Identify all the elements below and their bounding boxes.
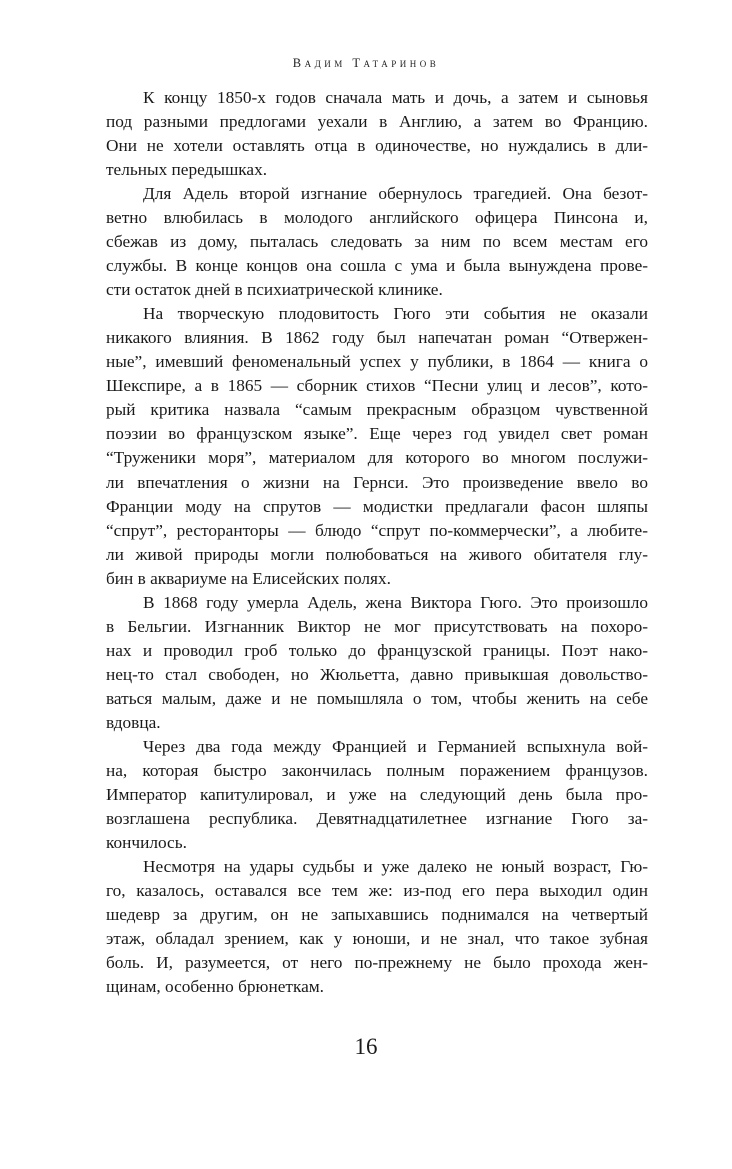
paragraph-4-line-1: В 1868 году умерла Адель, жена Виктора Гюго. Это произошло [143, 592, 648, 612]
paragraph-2-line-1: Для Адель второй изгнание обернулось трагедией. Она безот- [143, 184, 648, 204]
paragraph-3-line-10: “спрут”, ресторанторы — блюдо “спрут по-коммерчески”, а любите- [106, 520, 648, 540]
paragraph-3-line-4: Шекспире, а в 1865 — сборник стихов “Песни улиц и лесов”, кото- [106, 376, 648, 396]
paragraph-4-line-4: нец-то стал свободен, но Жюльетта, давно привыкшая довольство- [106, 664, 648, 684]
paragraph-6-line-4: этаж, обладал зрением, как у юноши, и не знал, что такое зубная [106, 929, 648, 949]
paragraph-1-line-2: под разными предлогами уехали в Англию, а затем во Францию. [106, 112, 648, 132]
paragraph-4-line-2: в Бельгии. Изгнанник Виктор не мог присутствовать на похоро- [106, 616, 648, 636]
paragraph-2-line-2: ветно влюбилась в молодого английского офицера Пинсона и, [106, 208, 648, 228]
paragraph-5-line-3: Император капитулировал, и уже на следующий день была про- [106, 784, 648, 804]
paragraph-3-line-11: ли живой природы могли полюбоваться на живого обитателя глу- [106, 544, 648, 564]
paragraph-5-line-5: кончилось. [106, 832, 187, 852]
paragraph-1-line-3: Они не хотели оставлять отца в одиночестве, но нуждались в дли- [106, 136, 648, 156]
paragraph-5-line-2: на, которая быстро закончилась полным поражением французов. [106, 760, 648, 780]
paragraph-2-line-5: сти остаток дней в психиатрической клинике. [106, 280, 443, 300]
paragraph-6-line-5: боль. И, разумеется, от него по-прежнему не было прохода жен- [106, 953, 648, 973]
paragraph-5-line-1: Через два года между Францией и Германией вспыхнула вой- [143, 736, 648, 756]
paragraph-3-line-1: На творческую плодовитость Гюго эти события не оказали [143, 304, 648, 324]
paragraph-4-line-5: ваться малым, даже и не помышляла о том, чтобы женить на себе [106, 688, 648, 708]
paragraph-4-line-3: нах и проводил гроб только до французской границы. Поэт нако- [106, 640, 648, 660]
page-number: 16 [354, 1034, 378, 1059]
paragraph-3-line-7: “Труженики моря”, материалом для которого во многом послужи- [106, 448, 648, 468]
paragraph-4-line-6: вдовца. [106, 712, 161, 732]
text-body [106, 86, 648, 999]
paragraph-3-line-9: Франции моду на спрутов — модистки предлагали фасон шляпы [106, 496, 648, 516]
paragraph-6-line-3: шедевр за другим, он не запыхавшись поднимался на четвертый [106, 905, 648, 925]
paragraph-1-line-4: тельных передышках. [106, 160, 268, 180]
paragraph-2-line-3: сбежав из дому, пыталась следовать за ним по всем местам его [106, 232, 648, 252]
paragraph-1-line-1: К концу 1850-х годов сначала мать и дочь, а затем и сыновья [143, 88, 648, 107]
paragraph-6-line-1: Несмотря на удары судьбы и уже далеко не юный возраст, Гю- [143, 857, 648, 876]
paragraph-3-line-6: поэзии во французском языке”. Еще через год увидел свет роман [106, 424, 648, 444]
paragraph-3-line-3: ные”, имевший феноменальный успех у публики, в 1864 — книга о [106, 352, 648, 372]
paragraph-2-line-4: службы. В конце концов она сошла с ума и была вынуждена прове- [106, 256, 648, 276]
running-header: Вадим Татаринов [292, 56, 440, 70]
paragraph-3-line-2: никакого влияния. В 1862 году был напечатан роман “Отвержен- [106, 328, 648, 348]
paragraph-6-line-2: го, казалось, оставался все тем же: из-под его пера выходил один [106, 881, 648, 901]
paragraph-3-line-8: ли впечатления о жизни на Гернси. Это произведение ввело во [106, 472, 648, 492]
paragraph-3-line-5: рый критика назвала “самым прекрасным образцом чувственной [106, 400, 648, 420]
paragraph-6-line-6: щинам, особенно брюнеткам. [106, 977, 324, 997]
paragraph-5-line-4: возглашена республика. Девятнадцатилетнее изгнание Гюго за- [106, 808, 648, 828]
paragraph-3-line-12: бин в аквариуме на Елисейских полях. [106, 568, 391, 588]
